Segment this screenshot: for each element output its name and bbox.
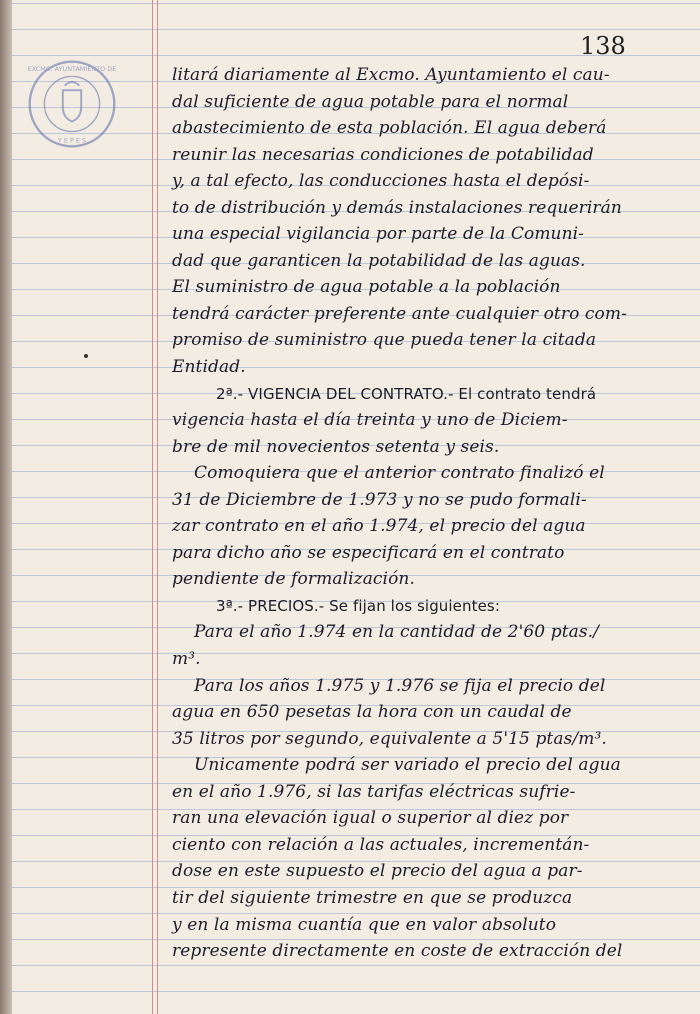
text-line: promiso de suministro que pueda tener la citada xyxy=(172,330,597,351)
text-line: y, a tal efecto, las conducciones hasta el depósi- xyxy=(172,171,590,192)
text-line: Comoquiera que el anterior contrato finalizó el xyxy=(194,463,605,484)
text-line: dose en este supuesto el precio del agua a par- xyxy=(172,861,583,882)
text-line: bre de mil novecientos setenta y seis. xyxy=(172,436,500,457)
text-line: 35 litros por segundo, equivalente a 5'15 ptas/m³. xyxy=(172,728,607,749)
text-line: tir del siguiente trimestre en que se produzca xyxy=(172,887,573,908)
seal-text-top: EXCMO. AYUNTAMIENTO DE xyxy=(27,64,117,73)
text-line: dal suficiente de agua potable para el normal xyxy=(172,91,569,112)
municipal-seal-stamp xyxy=(26,58,118,150)
text-line: pendiente de formalización. xyxy=(172,569,415,590)
binding-edge xyxy=(0,0,12,1014)
text-line: una especial vigilancia por parte de la Comuni- xyxy=(172,224,585,245)
text-line: agua en 650 pesetas la hora con un caudal de xyxy=(172,702,572,723)
text-line: Para los años 1.975 y 1.976 se fija el precio del xyxy=(194,675,606,696)
text-line: 31 de Diciembre de 1.973 y no se pudo formali- xyxy=(172,489,587,510)
handwritten-text-body xyxy=(172,62,692,965)
text-line: en el año 1.976, si las tarifas eléctricas sufrie- xyxy=(172,781,576,802)
text-line: y en la misma cuantía que en valor absoluto xyxy=(172,914,557,935)
text-line: El suministro de agua potable a la población xyxy=(172,277,561,298)
text-line: m³. xyxy=(172,649,201,670)
text-line: reunir las necesarias condiciones de potabilidad xyxy=(172,144,594,165)
text-line: dad que garanticen la potabilidad de las aguas. xyxy=(172,250,586,271)
text-line: para dicho año se especificará en el contrato xyxy=(172,542,565,563)
section-heading-vigencia: 2ª.- VIGENCIA DEL CONTRATO.- El contrato tendrá xyxy=(216,384,597,403)
page-number: 138 xyxy=(580,32,626,60)
text-line: Unicamente podrá ser variado el precio del agua xyxy=(194,755,621,776)
text-line: zar contrato en el año 1.974, el precio del agua xyxy=(172,516,586,537)
ink-dot xyxy=(84,354,88,358)
text-line: ran una elevación igual o superior al diez por xyxy=(172,808,569,829)
margin-line-right xyxy=(157,0,158,1014)
text-line: to de distribución y demás instalaciones requerirán xyxy=(172,197,622,218)
text-line: litará diariamente al Excmo. Ayuntamiento el cau- xyxy=(172,65,610,85)
text-line: Entidad. xyxy=(172,357,246,378)
text-line: ciento con relación a las actuales, incrementán- xyxy=(172,834,590,855)
seal-text-bottom: Y E P E S xyxy=(57,136,87,145)
text-line: tendrá carácter preferente ante cualquier otro com- xyxy=(172,303,627,324)
text-line: represente directamente en coste de extracción del xyxy=(172,941,623,962)
text-line: vigencia hasta el día treinta y uno de Diciem- xyxy=(172,410,568,431)
coat-of-arms-icon xyxy=(63,90,81,121)
text-line: Para el año 1.974 en la cantidad de 2'60 ptas./ xyxy=(194,622,600,643)
margin-line-left xyxy=(152,0,153,1014)
text-line: abastecimiento de esta población. El agua deberá xyxy=(172,118,607,139)
section-heading-precios: 3ª.- PRECIOS.- Se fijan los siguientes: xyxy=(216,596,500,615)
